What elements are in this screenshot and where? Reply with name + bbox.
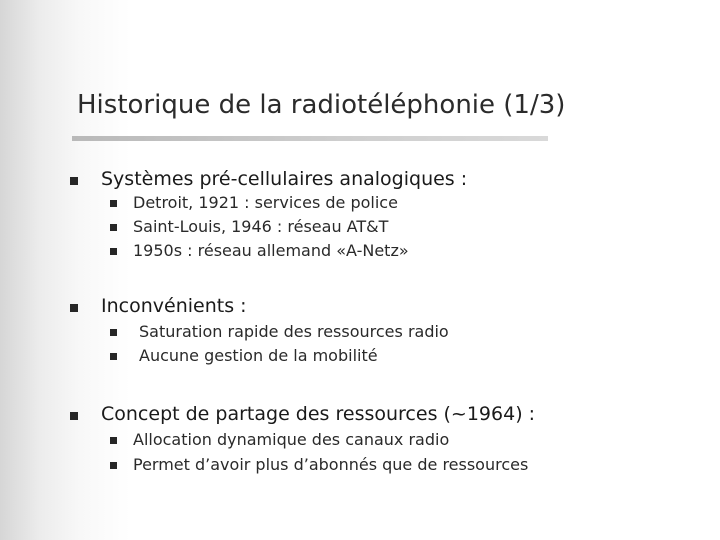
list-item: Aucune gestion de la mobilité — [139, 346, 378, 365]
square-bullet-icon — [70, 412, 78, 420]
list-item: Saint-Louis, 1946 : réseau AT&T — [133, 217, 389, 236]
slide-title: Historique de la radiotéléphonie (1/3) — [77, 90, 566, 120]
square-bullet-icon — [110, 437, 117, 444]
list-item: Allocation dynamique des canaux radio — [133, 430, 450, 449]
square-bullet-icon — [110, 462, 117, 469]
square-bullet-icon — [110, 329, 117, 336]
square-bullet-icon — [110, 224, 117, 231]
square-bullet-icon — [110, 200, 117, 207]
section-heading-precellular: Systèmes pré-cellulaires analogiques : — [101, 168, 468, 190]
section-heading-drawbacks: Inconvénients : — [101, 295, 247, 317]
square-bullet-icon — [110, 353, 117, 360]
list-item: Permet d’avoir plus d’abonnés que de ressources — [133, 455, 529, 474]
square-bullet-icon — [110, 248, 117, 255]
list-item: Detroit, 1921 : services de police — [133, 193, 398, 212]
title-underline — [72, 136, 548, 141]
list-item: Saturation rapide des ressources radio — [139, 322, 449, 341]
list-item: 1950s : réseau allemand «A-Netz» — [133, 241, 409, 260]
section-heading-resource-sharing: Concept de partage des ressources (~1964) : — [101, 403, 536, 425]
square-bullet-icon — [70, 304, 78, 312]
square-bullet-icon — [70, 177, 78, 185]
